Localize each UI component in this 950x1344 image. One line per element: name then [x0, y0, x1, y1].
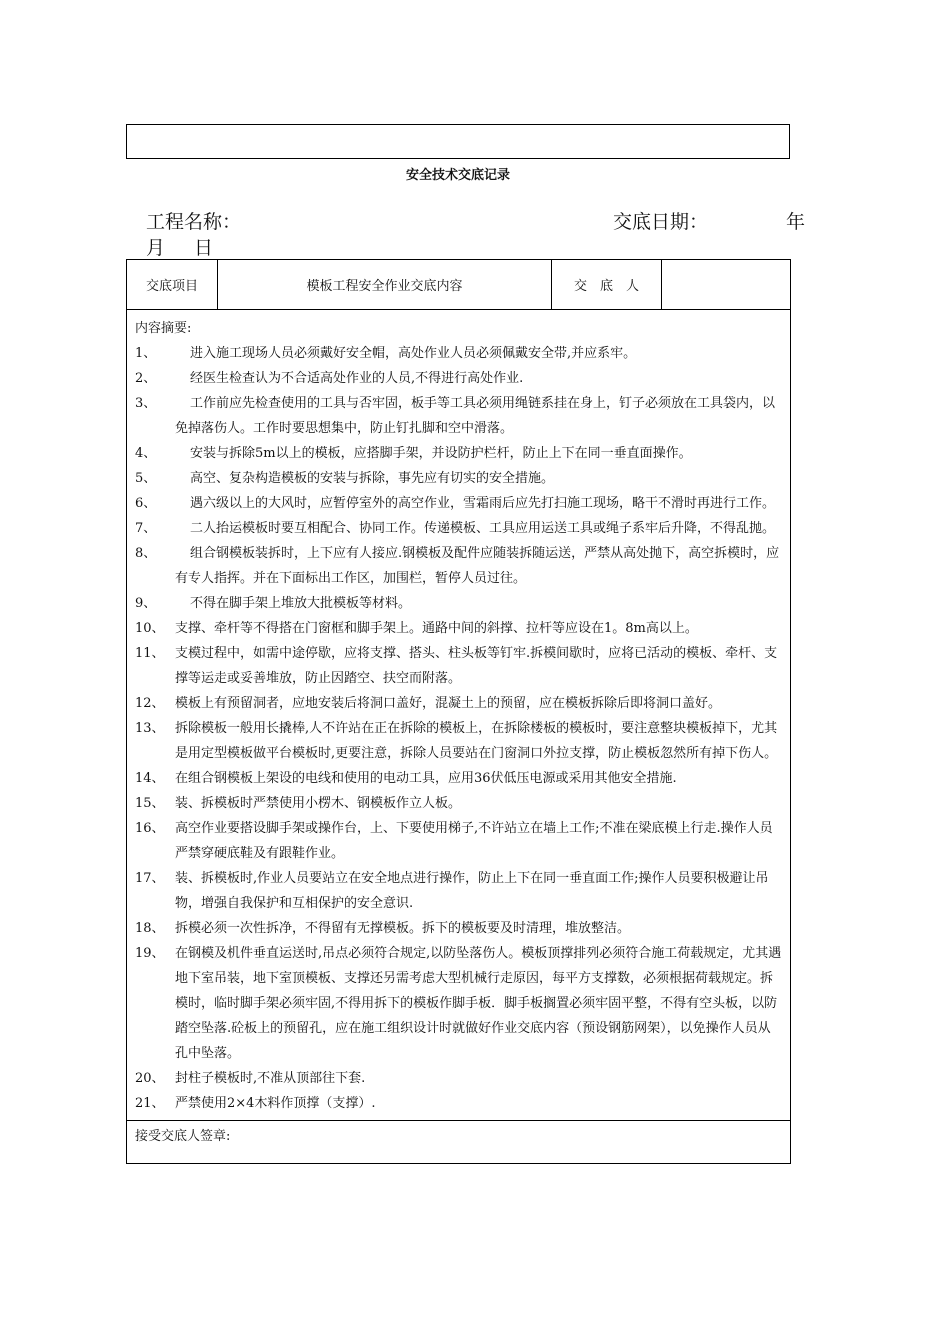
item-text: 遇六级以上的大风时，应暂停室外的高空作业，雪霜雨后应先打扫施工现场，略干不滑时再进行工作。 [190, 496, 776, 511]
item-text: 支模过程中，如需中途停歇，应将支撑、搭头、柱头板等钉牢.拆模间歇时，应将已活动的模板、牵杆、支撑等运走或妥善堆放，防止因踏空、扶空而附落。 [175, 646, 778, 686]
item-text: 高空作业要搭设脚手架或操作台，上、下要使用梯子,不许站立在墙上工作;不准在梁底模上行走.操作人员严禁穿硬底鞋及有跟鞋作业。 [175, 821, 773, 861]
item-text: 二人抬运模板时要互相配合、协同工作。传递模板、工具应用运送工具或绳子系牢后升降，不得乱抛。 [190, 521, 776, 536]
item-text: 进入施工现场人员必须戴好安全帽，高处作业人员必须佩戴安全带,并应系牢。 [190, 346, 637, 361]
list-item [135, 816, 782, 866]
list-item [135, 866, 782, 916]
list-item [135, 541, 782, 591]
item-number: 15、 [135, 796, 165, 811]
item-text: 模板上有预留洞者，应地安装后将洞口盖好，混凝土上的预留，应在模板拆除后即将洞口盖好。 [175, 696, 722, 711]
item-text: 工作前应先检查使用的工具与否牢固，板手等工具必须用绳链系挂在身上，钉子必须放在工具袋内，以免掉落伤人。工作时要思想集中，防止钉扎脚和空中滑落。 [175, 396, 776, 436]
list-item [135, 766, 782, 791]
content-cell [127, 310, 791, 1121]
project-name-label: 工程名称： [146, 211, 242, 233]
item-number: 6、 [135, 496, 157, 511]
person-value-cell [662, 260, 791, 310]
item-number: 11、 [135, 646, 165, 661]
list-item [135, 466, 782, 491]
item-number: 3、 [135, 396, 157, 411]
item-number: 7、 [135, 521, 157, 536]
list-item [135, 1066, 782, 1091]
top-blank-box [126, 124, 790, 159]
date-label: 交底日期： [613, 211, 709, 233]
list-item [135, 391, 782, 441]
item-number: 18、 [135, 921, 165, 936]
sign-cell [127, 1121, 791, 1164]
item-text: 经医生检查认为不合适高处作业的人员,不得进行高处作业. [190, 371, 524, 386]
item-text: 支撑、牵杆等不得搭在门窗框和脚手架上。通路中间的斜撑、拉杆等应设在1。8m高以上。 [175, 621, 698, 636]
summary-label: 内容摘要: [135, 321, 192, 336]
list-item [135, 1091, 782, 1116]
item-text: 拆除模板一般用长撬棒,人不许站在正在拆除的模板上，在拆除楼板的模板时，要注意整块模板掉下，尤其是用定型模板做平台模板时,更要注意，拆除人员要站在门窗洞口外拉支撑，防止模板忽然所有掉下伤人。 [175, 721, 778, 761]
item-number: 17、 [135, 871, 165, 886]
item-number: 20、 [135, 1071, 165, 1086]
header-row [127, 260, 791, 310]
item-text: 装、拆模板时,作业人员要站立在安全地点进行操作，防止上下在同一垂直面工作;操作人员要积极避让吊物，增强自我保护和互相保护的安全意识. [175, 871, 769, 911]
sign-row [127, 1121, 791, 1164]
document-title: 安全技术交底记录 [405, 168, 510, 183]
date-year: 年 [786, 211, 806, 233]
item-text: 不得在脚手架上堆放大批模板等材料。 [190, 596, 412, 611]
item-number: 10、 [135, 621, 165, 636]
list-item [135, 491, 782, 516]
item-number: 21、 [135, 1096, 165, 1111]
item-number: 4、 [135, 446, 157, 461]
item-value-cell [218, 260, 552, 310]
record-table [126, 259, 791, 1164]
item-number: 13、 [135, 721, 165, 736]
item-text: 高空、复杂构造模板的安装与拆除，事先应有切实的安全措施。 [190, 471, 555, 486]
item-number: 5、 [135, 471, 157, 486]
list-item [135, 941, 782, 1066]
item-label: 交底项目 [145, 279, 198, 294]
list-item [135, 716, 782, 766]
item-text: 组合钢模板装拆时，上下应有人接应.钢模板及配件应随装拆随运送，严禁从高处抛下，高空拆模时，应有专人指挥。并在下面标出工作区，加围栏，暂停人员过往。 [175, 546, 780, 586]
list-item [135, 341, 782, 366]
item-number: 9、 [135, 596, 157, 611]
item-number: 16、 [135, 821, 165, 836]
item-text: 安装与拆除5m以上的模板，应搭脚手架，并设防护栏杆，防止上下在同一垂直面操作。 [190, 446, 692, 461]
item-text: 在组合钢模板上架设的电线和使用的电动工具，应用36伏低压电源或采用其他安全措施. [175, 771, 677, 786]
list-item [135, 916, 782, 941]
date-month: 月 [146, 237, 166, 259]
list-item [135, 691, 782, 716]
list-item [135, 591, 782, 616]
list-item [135, 791, 782, 816]
person-label-cell [552, 260, 662, 310]
item-text: 装、拆模板时严禁使用小楞木、钢模板作立人板。 [175, 796, 462, 811]
safety-items-list [135, 341, 782, 1116]
item-number: 1、 [135, 346, 157, 361]
item-text: 严禁使用2×4木料作顶撑（支撑）. [175, 1096, 376, 1111]
list-item [135, 616, 782, 641]
list-item [135, 516, 782, 541]
item-text: 拆模必须一次性拆净，不得留有无撑模板。拆下的模板要及时清理，堆放整洁。 [175, 921, 631, 936]
list-item [135, 641, 782, 691]
item-number: 8、 [135, 546, 157, 561]
item-text: 封柱子模板时,不准从顶部往下套. [175, 1071, 366, 1086]
item-value: 模板工程安全作业交底内容 [306, 279, 463, 294]
item-number: 19、 [135, 946, 165, 961]
item-number: 14、 [135, 771, 165, 786]
list-item [135, 366, 782, 391]
content-row [127, 310, 791, 1121]
item-text: 在钢模及机件垂直运送时,吊点必须符合规定,以防坠落伤人。模板顶撑排列必须符合施工荷载规定，尤其遇地下室吊装，地下室顶模板、支撑还另需考虑大型机械行走原因，每平方支撑数，必须根据荷载规定。拆模时，临时脚手架必须牢固,不得用拆下的模板作脚手板．脚手板搁置必须牢固平整，不得有空头板，以防踏空坠落.砼板上的预留孔，应在施工组织设计时就做好作业交底内容（预设钢筋网架），以免操作人员从孔中坠落。 [175, 946, 782, 1061]
item-label-cell [127, 260, 218, 310]
person-label: 交 底 人 [573, 279, 639, 294]
list-item [135, 441, 782, 466]
item-number: 12、 [135, 696, 165, 711]
item-number: 2、 [135, 371, 157, 386]
sign-label: 接受交底人签章: [135, 1129, 231, 1144]
date-day: 日 [194, 237, 214, 259]
